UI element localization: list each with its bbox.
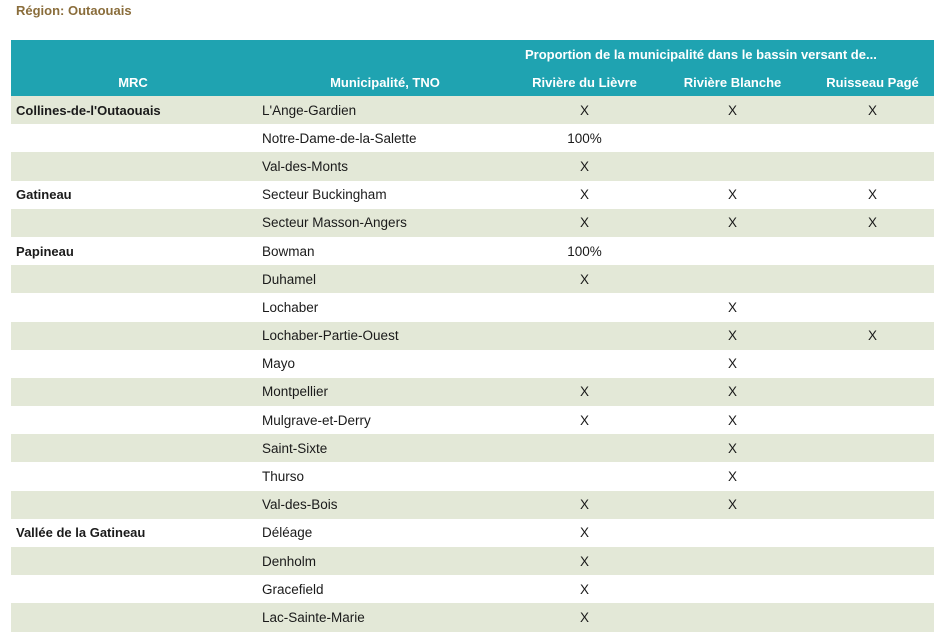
municipality-cell: Déléage [262,525,313,541]
table-body [11,96,934,632]
riviere-du-lievre-cell: X [579,158,589,174]
riviere-blanche-cell: X [727,384,737,400]
municipality-cell: Denholm [262,553,317,569]
ruisseau-page-cell: X [868,215,878,231]
riviere-blanche-cell: X [727,187,737,203]
ruisseau-page-cell [811,152,934,180]
ruisseau-page-cell: X [868,187,878,203]
riviere-blanche-cell [654,547,811,575]
mrc-cell: Papineau [16,243,74,259]
riviere-blanche-cell [654,575,811,603]
riviere-du-lievre-cell [515,322,654,350]
mrc-cell [11,434,255,462]
table-row [11,491,934,519]
riviere-du-lievre-cell: X [579,553,589,569]
table-row [11,547,934,575]
mrc-cell: Collines-de-l'Outaouais [16,102,161,118]
municipality-cell: Secteur Buckingham [262,187,387,203]
mrc-cell [11,491,255,519]
mrc-cell [11,124,255,152]
column-header-municipality: Municipalité, TNO [330,74,440,90]
ruisseau-page-cell [811,350,934,378]
riviere-du-lievre-cell [515,293,654,321]
mrc-cell [11,406,255,434]
riviere-du-lievre-cell: X [579,581,589,597]
ruisseau-page-cell [811,237,934,265]
ruisseau-page-cell [811,265,934,293]
riviere-du-lievre-cell [515,462,654,490]
region-title: Région: Outaouais [16,3,132,18]
riviere-du-lievre-cell: X [579,412,589,428]
riviere-blanche-cell: X [727,412,737,428]
riviere-blanche-cell [654,124,811,152]
riviere-du-lievre-cell: X [579,497,589,513]
municipality-cell: Duhamel [262,271,317,287]
ruisseau-page-cell [811,406,934,434]
table-row [11,462,934,490]
municipality-cell: Gracefield [262,581,324,597]
riviere-du-lievre-cell: X [579,102,589,118]
table-row [11,322,934,350]
riviere-blanche-cell [654,265,811,293]
riviere-du-lievre-cell: X [579,525,589,541]
ruisseau-page-cell: X [868,102,878,118]
ruisseau-page-cell [811,434,934,462]
riviere-blanche-cell: X [727,497,737,513]
municipality-cell: Val-des-Monts [262,158,349,174]
ruisseau-page-cell [811,462,934,490]
header-spacer-mrc [11,40,255,68]
table-row [11,519,934,547]
mrc-cell [11,265,255,293]
ruisseau-page-cell [811,124,934,152]
municipality-cell: Saint-Sixte [262,440,328,456]
riviere-blanche-cell [654,237,811,265]
riviere-du-lievre-cell: X [579,215,589,231]
municipality-cell: Montpellier [262,384,329,400]
table-row [11,378,934,406]
table-row [11,265,934,293]
mrc-cell: Gatineau [16,187,72,203]
riviere-du-lievre-cell: 100% [567,130,602,146]
mrc-cell: Vallée de la Gatineau [16,525,146,541]
ruisseau-page-cell [811,575,934,603]
municipality-cell: L'Ange-Gardien [262,102,357,118]
watershed-table [11,40,934,632]
ruisseau-page-cell: X [868,328,878,344]
table-row [11,181,934,209]
table-row [11,434,934,462]
table-row [11,293,934,321]
riviere-blanche-cell: X [727,299,737,315]
mrc-cell [11,547,255,575]
riviere-du-lievre-cell: X [579,271,589,287]
riviere-blanche-cell [654,603,811,631]
table-row [11,209,934,237]
riviere-blanche-cell [654,519,811,547]
mrc-cell [11,152,255,180]
municipality-cell: Lac-Sainte-Marie [262,609,365,625]
table-row [11,603,934,631]
municipality-cell: Notre-Dame-de-la-Salette [262,130,417,146]
mrc-cell [11,350,255,378]
riviere-blanche-cell [654,152,811,180]
municipality-cell: Lochaber [262,299,319,315]
table-row [11,96,934,124]
riviere-du-lievre-cell: X [579,384,589,400]
riviere-blanche-cell: X [727,328,737,344]
table-row [11,124,934,152]
municipality-cell: Mayo [262,356,296,372]
table-row [11,575,934,603]
ruisseau-page-cell [811,293,934,321]
ruisseau-page-cell [811,519,934,547]
riviere-blanche-cell: X [727,469,737,485]
riviere-du-lievre-cell [515,434,654,462]
mrc-cell [11,462,255,490]
mrc-cell [11,378,255,406]
mrc-cell [11,293,255,321]
column-header-ruisseau-page: Ruisseau Pagé [826,74,919,90]
riviere-du-lievre-cell [515,350,654,378]
table-row [11,406,934,434]
mrc-cell [11,322,255,350]
ruisseau-page-cell [811,603,934,631]
mrc-cell [11,209,255,237]
municipality-cell: Mulgrave-et-Derry [262,412,371,428]
municipality-cell: Thurso [262,469,305,485]
ruisseau-page-cell [811,378,934,406]
municipality-cell: Secteur Masson-Angers [262,215,407,231]
table-row [11,350,934,378]
riviere-du-lievre-cell: 100% [567,243,602,259]
riviere-blanche-cell: X [727,356,737,372]
table-header [11,40,934,96]
group-header: Proportion de la municipalité dans le bassin versant de... [525,46,877,62]
ruisseau-page-cell [811,547,934,575]
municipality-cell: Bowman [262,243,315,259]
mrc-cell [11,603,255,631]
municipality-cell: Lochaber-Partie-Ouest [262,328,399,344]
column-header-mrc: MRC [118,74,148,90]
column-header-riviere-du-lievre: Rivière du Lièvre [532,74,637,90]
table-row [11,152,934,180]
table-row [11,237,934,265]
mrc-cell [11,575,255,603]
municipality-cell: Val-des-Bois [262,497,338,513]
riviere-du-lievre-cell: X [579,187,589,203]
ruisseau-page-cell [811,491,934,519]
riviere-blanche-cell: X [727,440,737,456]
column-header-riviere-blanche: Rivière Blanche [683,74,782,90]
header-spacer-municipality [255,40,515,68]
riviere-du-lievre-cell: X [579,609,589,625]
riviere-blanche-cell: X [727,102,737,118]
riviere-blanche-cell: X [727,215,737,231]
